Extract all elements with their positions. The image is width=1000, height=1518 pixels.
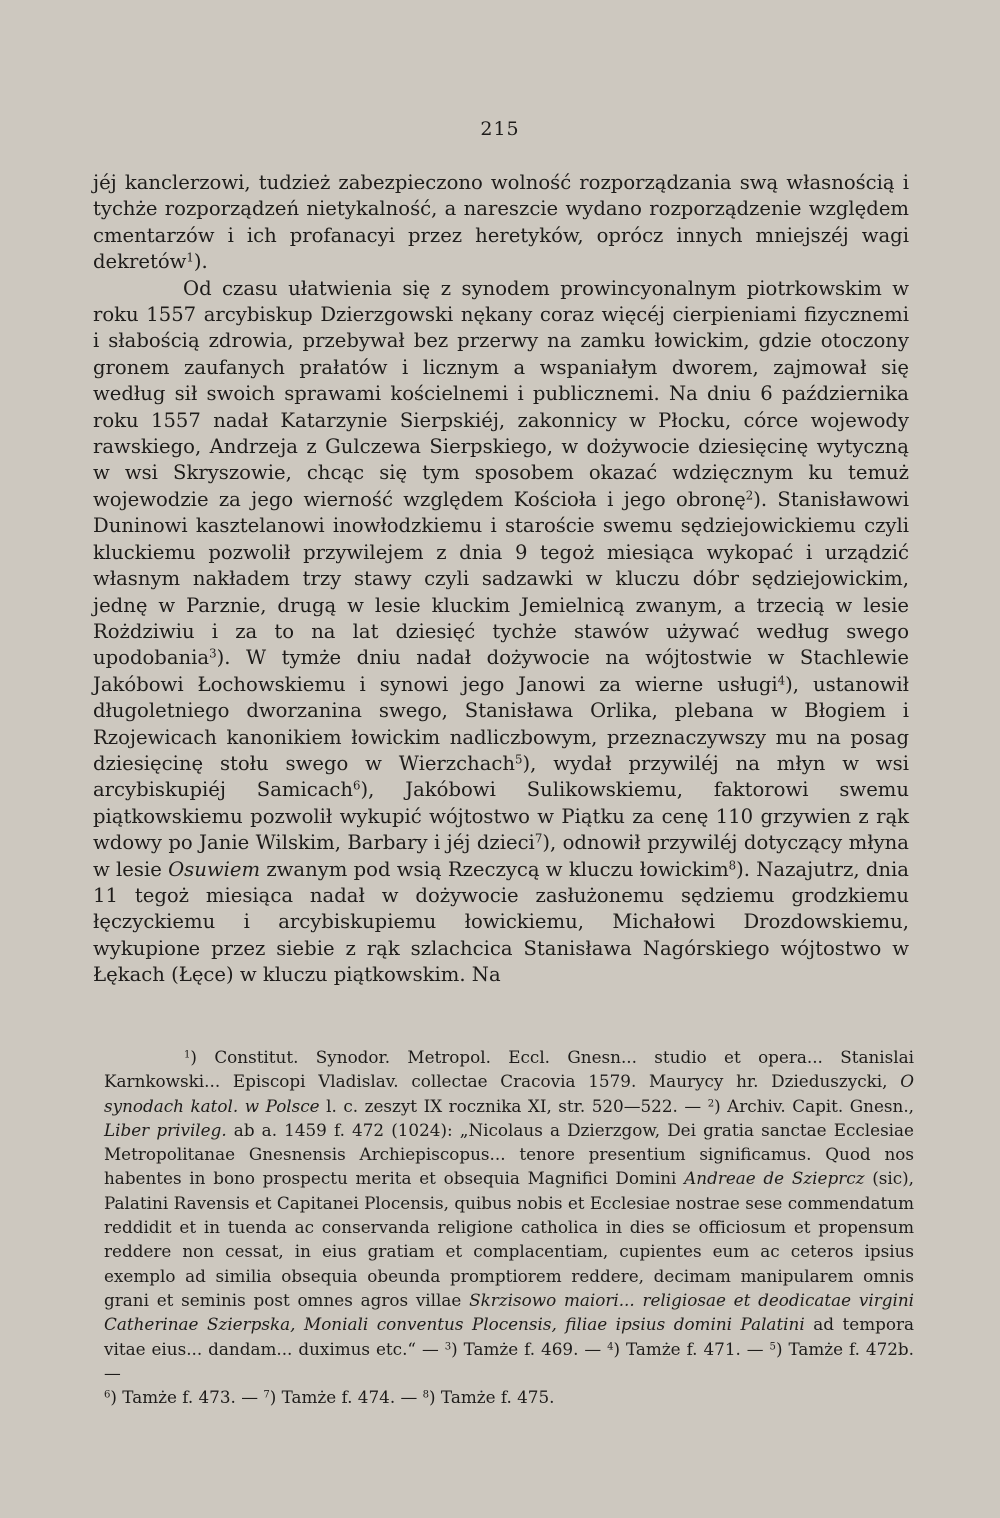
text-run: ) Tamże f. 473. — <box>110 1387 264 1408</box>
italic-text: Liber privileg. <box>104 1119 227 1140</box>
paragraph-1 <box>93 170 909 276</box>
footnote-marker: 5 <box>769 1341 776 1353</box>
text-run: ) Tamże f. 471. — <box>613 1338 770 1359</box>
footnote-ref: 4 <box>777 673 786 688</box>
text-run: Od czasu ułatwienia się z synodem prowincyonalnym piotrkowskim w roku 1557 arcybiskup Dzierzgowski nękany coraz więcéj cierpieniami fizycznemi i słabością zdrowia, przebywał bez przerwy na zamku łowickim, gdzie otoczony gronem zaufanych prałatów i licznym a wspaniałym dworem, zajmował się według sił swoich sprawami kościelnemi i publicznemi. Na dniu 6 października roku 1557 nadał Katarzynie Sierpskiéj, zakonnicy w Płocku, córce wojewody rawskiego, Andrzeja z Gulczewa Sierpskiego, w dożywocie dziesięcinę wytyczną w wsi Skryszowie, chcąc się tym sposobem okazać wdzięcznym ku temuż wojewodzie za jego wierność względem Kościoła i jego obronę <box>93 276 909 511</box>
footnote-ref: 7 <box>534 831 543 846</box>
footnote-ref: 8 <box>728 858 737 873</box>
text-run: zwanym pod wsią Rzeczycą w kluczu łowickim <box>260 857 729 881</box>
text-run: ). Stanisławowi Duninowi kasztelanowi inowłodzkiemu i staroście swemu sędziejowickiemu czyli kluckiemu pozwolił przywilejem z dnia 9 tegoż miesiąca wykopać i urządzić własnym nakładem trzy stawy czyli sadzawki w kluczu dóbr sędziejowickim, jednę w Parznie, drugą w lesie kluckim Jemielnicą zwanym, a trzecią w lesie Rożdziwiu i za to na lat dziesięć tychże stawów używać według swego upodobania <box>93 487 909 670</box>
footnote-block <box>104 1045 914 1409</box>
italic-text: Osuwiem <box>168 857 261 881</box>
text-run: ) Tamże f. 474. — <box>269 1387 423 1408</box>
footnote-marker: 6 <box>104 1389 111 1401</box>
footnote-ref: 1 <box>186 250 194 265</box>
text-run: ). Nazajutrz, dnia 11 tegoż miesiąca nadał w dożywocie zasłużonemu sędziemu grodzkiemu łęczyckiemu i arcybiskupiemu łowickiemu, Michałowi Drozdowskiemu, wykupione przez siebie z rąk szlachcica Stanisława Nagórskiego wójtostwo w Łękach (Łęce) w kluczu piątkowskim. Na <box>93 857 909 987</box>
text-run: ), wydał przywiléj na młyn w wsi arcybiskupiéj Samicach <box>93 751 909 802</box>
text-run: (sic), Palatini Ravensis et Capitanei Plocensis, quibus nobis et Ecclesiae nostrae sese commendatum reddidit et in tuenda ac conservanda religione catholica in dies se officiosum et propensum reddere non cessat, in eius gratiam et complacentiam, cupientes eum ac ceteros ipsius exemplo ad similia obsequia obeunda promptiorem reddere, decimam manipularem omnis grani et seminis post omnes agros villae <box>104 1168 915 1310</box>
footnote-marker: 1 <box>184 1049 191 1061</box>
footnote-ref: 3 <box>209 646 217 661</box>
text-run: ad tempora vitae eius... dandam... duximus etc.“ — <box>104 1314 914 1359</box>
text-run: l. c. zeszyt IX rocznika XI, str. 520—522. — <box>319 1095 708 1116</box>
page-number: 215 <box>480 118 520 140</box>
footnote-marker: 7 <box>263 1389 270 1401</box>
text-run: ) Archiv. Capit. Gnesn., <box>714 1095 915 1116</box>
main-text <box>93 170 909 989</box>
text-run: ), Jakóbowi Sulikowskiemu, faktorowi swemu piątkowskiemu pozwolił wykupić wójtostwo w Piątku za cenę 110 grzywien z rąk wdowy po Janie Wilskim, Barbary i jéj dzieci <box>93 778 910 855</box>
footnote-marker: 3 <box>444 1341 452 1353</box>
footnote-ref: 5 <box>514 752 523 767</box>
italic-text: Skrzisowo maiori... religiosae et deodicatae virgini Catherinae Szierpska, Moniali conventus Plocensis, filiae ipsius domini Palatini <box>104 1289 914 1335</box>
text-run: ab a. 1459 f. 472 (1024): „Nicolaus a Dzierzgow, Dei gratia sanctae Ecclesiae Metropolitanae Gnesnensis Archiepiscopus... tenore presentium significamus. Quod nos habentes in bono prospectu merita et obsequia Magnifici Domini <box>104 1119 914 1189</box>
text-run: ). W tymże dniu nadał dożywocie na wójtostwie w Stachlewie Jakóbowi Łochowskiemu i synowi jego Janowi za wierne usługi <box>93 646 909 696</box>
text-run: ) Constitut. Synodor. Metropol. Eccl. Gnesn... studio et opera... Stanislai Karnkowski... Episcopi Vladislav. collectae Cracovia 1579. Maurycy hr. Dzieduszycki, <box>104 1047 914 1092</box>
footnotes <box>104 1045 914 1409</box>
italic-text: O synodach katol. w Polsce <box>104 1071 914 1116</box>
text-run: ), odnowił przywiléj dotyczący młyna w lesie <box>93 831 909 881</box>
paragraph-2 <box>93 276 909 989</box>
footnote-ref: 6 <box>353 778 361 793</box>
footnote-marker: 8 <box>422 1389 430 1401</box>
text-run: ) Tamże f. 475. <box>429 1387 555 1408</box>
footnote-marker: 2 <box>707 1098 715 1110</box>
text-run: ). <box>193 250 208 274</box>
footnote-ref: 2 <box>745 488 754 503</box>
text-run: ) Tamże f. 472b. — <box>104 1338 915 1383</box>
text-run: ), ustanowił długoletniego dworzanina swego, Stanisława Orlika, plebana w Błogiem i Rzojewicach kanonikiem łowickim nadliczbowym, przeznaczywszy mu na posag dziesięcinę stołu swego w Wierzchach <box>93 672 910 775</box>
footnote-marker: 4 <box>607 1341 614 1353</box>
text-run: ) Tamże f. 469. — <box>451 1338 608 1359</box>
italic-text: Andreae de Szieprcz <box>684 1168 865 1189</box>
text-run: jéj kanclerzowi, tudzież zabezpieczono wolność rozporządzania swą własnością i tychże rozporządzeń nietykalność, a nareszcie wydano rozporządzenie względem cmentarzów i ich profanacyi przez heretyków, oprócz innych mniejszéj wagi dekretów <box>93 171 909 274</box>
